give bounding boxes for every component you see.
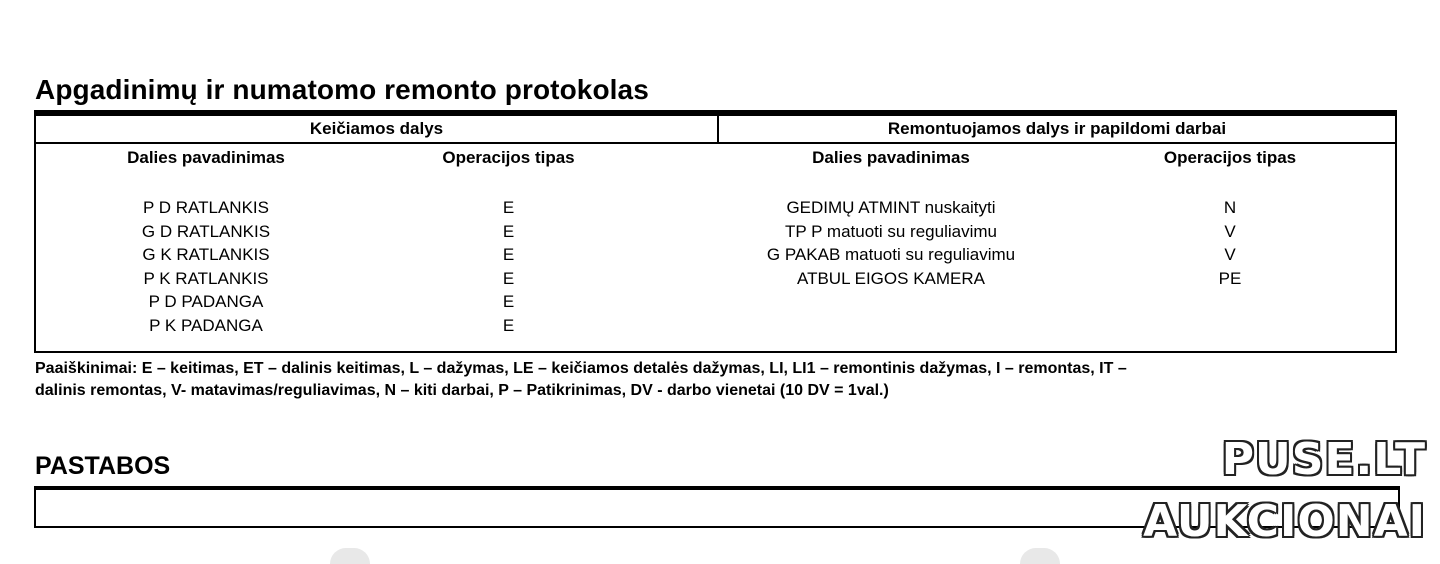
notes-heading: PASTABOS [35,452,171,480]
watermark-line-1: PUSE.LT [1221,434,1426,485]
list-item: P K PADANGA [149,315,263,335]
list-item: P D RATLANKIS [143,198,269,217]
column-header-op-type-left: Operacijos tipas [442,148,575,167]
list-item: G PAKAB matuoti su reguliavimu [766,245,1016,264]
list-item: V [1224,221,1236,241]
legend-explanations [35,358,1375,402]
list-item: E [502,198,515,217]
list-item: ATBUL EIGOS KAMERA [797,268,985,288]
list-item: V [1224,245,1236,264]
list-item: G D RATLANKIS [141,221,271,241]
repaired-parts-ops [1116,196,1344,290]
list-item: PE [1218,268,1242,288]
list-item: GEDIMŲ ATMINT nuskaityti [786,198,996,217]
repaired-parts-names [736,196,1046,290]
list-item: N [1223,198,1237,217]
section-replaced-parts-header: Keičiamos dalys [36,116,719,142]
list-item: P D PADANGA [148,292,264,311]
repair-protocol-table [34,110,1397,353]
table-header-row [36,116,1395,144]
list-item: E [502,268,515,288]
list-item: E [502,292,515,311]
list-item: G K RATLANKIS [142,245,270,264]
legend-line-2: dalinis remontas, V- matavimas/reguliavimas, N – kiti darbai, P – Patikrinimas, DV - darbo vienetai (10 DV = 1val.) [35,382,889,399]
list-item: P K RATLANKIS [143,268,269,288]
page-title: Apgadinimų ir numatomo remonto protokolas [35,74,649,105]
column-header-part-name-left: Dalies pavadinimas [127,148,285,167]
replaced-parts-names [96,196,316,337]
replaced-parts-ops [436,196,581,337]
watermark-line-2: AUKCIONAI [1143,496,1426,547]
faint-mark [330,548,370,564]
section-repaired-parts-header: Remontuojamos dalys ir papildomi darbai [887,119,1227,138]
column-header-op-type-right: Operacijos tipas [1163,148,1297,167]
list-item: E [502,221,515,241]
column-header-part-name-right: Dalies pavadinimas [812,148,970,167]
list-item: TP P matuoti su reguliavimu [785,221,997,241]
list-item: E [502,315,515,335]
legend-line-1: Paaiškinimai: E – keitimas, ET – dalinis keitimas, L – dažymas, LE – keičiamos detalės dažymas, LI, LI1 – remontinis dažymas, I – remontas, IT – [35,360,1127,377]
faint-mark [1020,548,1060,564]
list-item: E [502,245,515,264]
